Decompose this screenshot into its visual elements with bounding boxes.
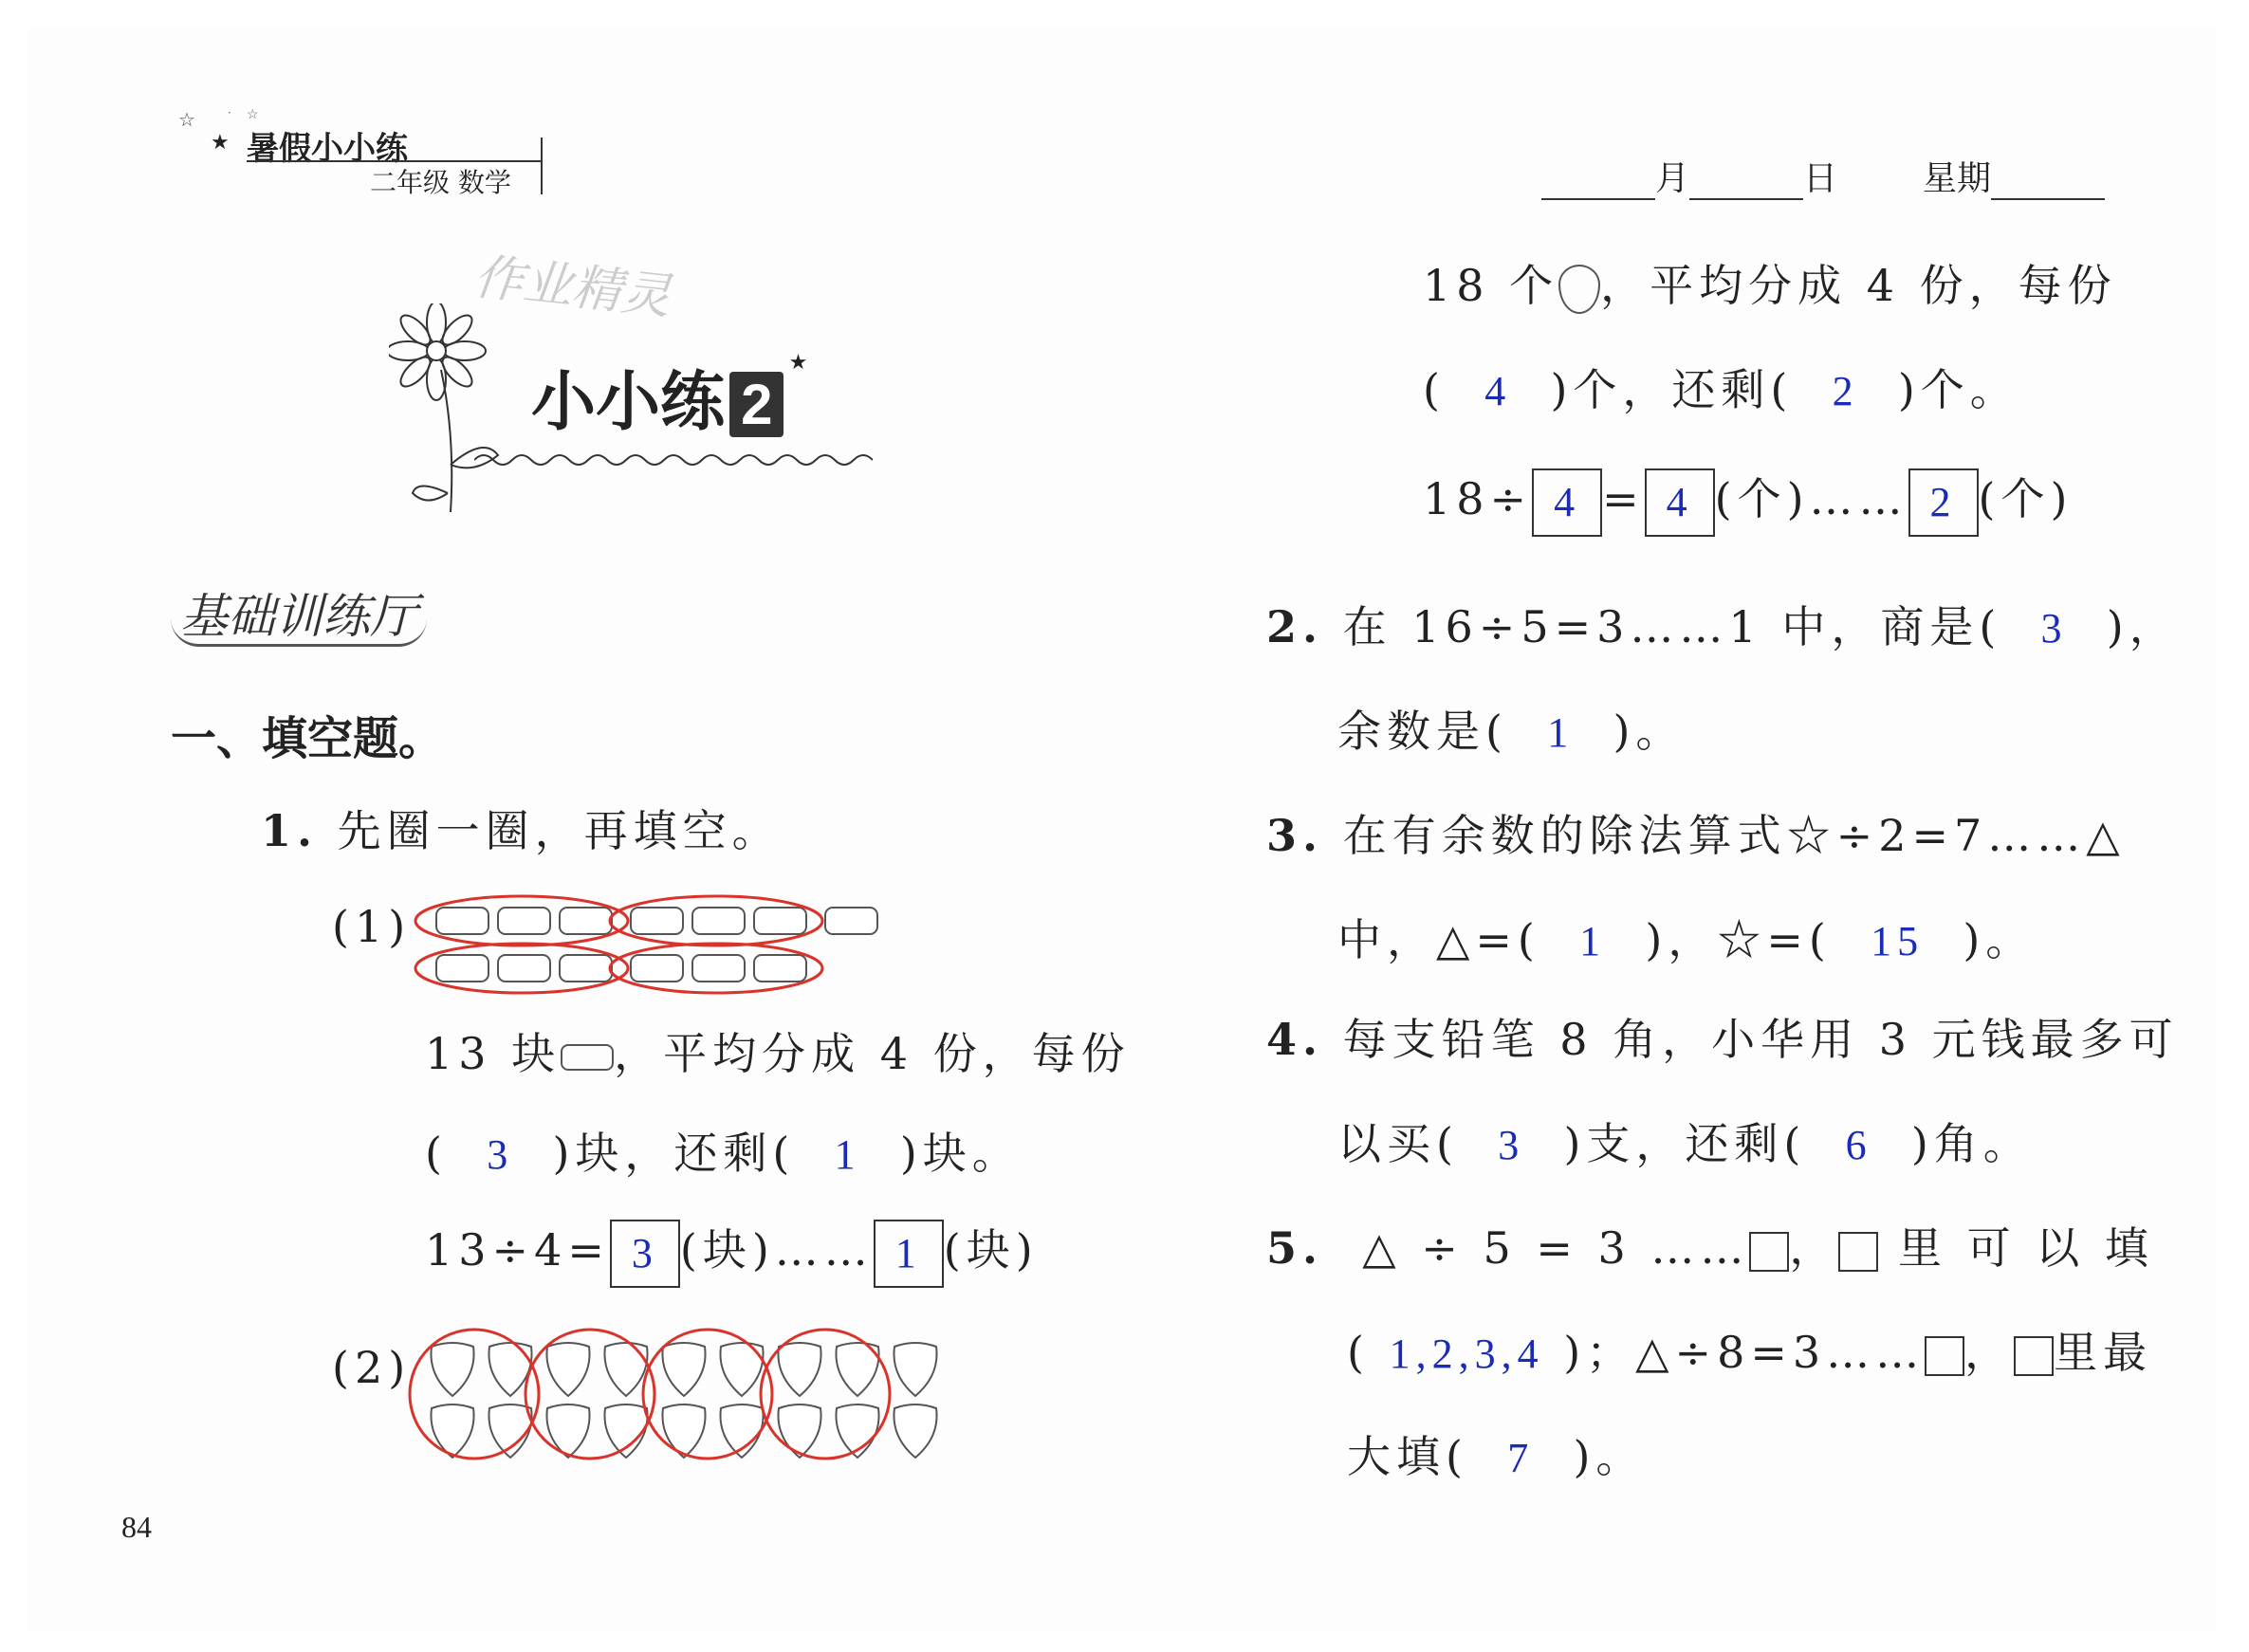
strawberry bbox=[662, 1404, 705, 1458]
q2-line2-end: )。 bbox=[1613, 706, 1686, 757]
q1-p1-end: )块。 bbox=[899, 1128, 1022, 1179]
strawberry bbox=[546, 1404, 589, 1458]
q5-line1 bbox=[1266, 1214, 2154, 1276]
q4-line2 bbox=[1337, 1110, 2033, 1172]
q2-p2-line1 bbox=[1423, 251, 2117, 314]
strawberry bbox=[894, 1343, 936, 1396]
strawberry bbox=[546, 1343, 589, 1396]
q5-line3 bbox=[1347, 1423, 1645, 1485]
q4-line2b: )支，还剩( bbox=[1563, 1118, 1807, 1169]
q1-p2-line2: ( 4 )个，还剩( 2 )个。 bbox=[1423, 364, 2019, 415]
q5-answer2[interactable]: 7 bbox=[1507, 1435, 1535, 1481]
strawberry bbox=[604, 1343, 647, 1396]
q3-answer1[interactable]: 1 bbox=[1579, 918, 1607, 964]
q1-p1-eq-end: (块) bbox=[943, 1224, 1039, 1276]
strawberry bbox=[431, 1343, 473, 1396]
q4-answer1[interactable]: 3 bbox=[1498, 1122, 1525, 1168]
q1-p2-equation bbox=[1423, 465, 2073, 537]
q2-number: 2. bbox=[1266, 601, 1324, 652]
q2-line2 bbox=[1337, 697, 1685, 760]
title-block bbox=[389, 237, 882, 474]
q2-line1-end: )， bbox=[2106, 601, 2179, 652]
q1-p1-answer1[interactable]: 3 bbox=[487, 1131, 514, 1178]
q1-p1-line1 bbox=[425, 1019, 1131, 1082]
q5-square-2 bbox=[1838, 1232, 1878, 1272]
q3-line2a: 中，△=( bbox=[1337, 914, 1540, 965]
q1-header bbox=[261, 797, 782, 859]
q1-p2-end: )个。 bbox=[1897, 364, 2019, 415]
q1-p1-line1-rest: ，平均分成 4 份，每份 bbox=[614, 1028, 1131, 1079]
q1-p1-answer2[interactable]: 1 bbox=[834, 1131, 861, 1178]
q4-line2a: 以买( bbox=[1337, 1118, 1459, 1169]
q1-p2-box3[interactable]: 2 bbox=[1908, 468, 1979, 537]
q1-p2-eq-eq: = bbox=[1602, 473, 1645, 524]
strawberry bbox=[489, 1404, 531, 1458]
q1-p2-box1[interactable]: 4 bbox=[1532, 468, 1602, 537]
q4-line2c: )角。 bbox=[1910, 1118, 2033, 1169]
q5-line1c: 里 可 以 填 bbox=[1898, 1222, 2154, 1274]
q1-p2-eq-end: (个) bbox=[1978, 473, 2074, 524]
day-label: 日 bbox=[1803, 159, 1838, 198]
q1-number: 1. bbox=[261, 805, 319, 856]
q5-line1b: ， bbox=[1789, 1222, 1839, 1274]
q2-answer1[interactable]: 3 bbox=[2040, 605, 2068, 652]
strawberry bbox=[662, 1343, 705, 1396]
q5-answer1[interactable]: 1,2,3,4 bbox=[1389, 1331, 1544, 1377]
q1-p1-label: (1) bbox=[332, 901, 412, 952]
title-text: 小小练 bbox=[531, 365, 726, 440]
strawberry bbox=[894, 1404, 936, 1458]
q5-line2b: ， bbox=[1964, 1327, 2015, 1378]
q1-p2-eq-mid: (个)…… bbox=[1714, 473, 1908, 524]
q1-p1-mid: )块，还剩( bbox=[552, 1128, 796, 1179]
title-number: 2 bbox=[729, 372, 783, 437]
q4-number: 4. bbox=[1266, 1014, 1324, 1065]
weekday-label: 星期 bbox=[1923, 159, 1992, 198]
header-rule bbox=[247, 160, 541, 162]
q5-square-1 bbox=[1749, 1232, 1789, 1272]
watermark-text: 作业精灵 bbox=[470, 248, 674, 326]
month-label: 月 bbox=[1655, 159, 1690, 198]
q5-square-4 bbox=[2014, 1336, 2054, 1376]
q1-p2-eq-left: 18÷ bbox=[1423, 473, 1533, 524]
svg-text:☆: ☆ bbox=[178, 108, 195, 131]
q5-line3b: )。 bbox=[1573, 1431, 1646, 1482]
q3-line2 bbox=[1337, 906, 2035, 968]
q1-p2-answer1[interactable]: 4 bbox=[1484, 368, 1512, 414]
q5-line2c: 里最 bbox=[2054, 1327, 2153, 1378]
q4-answer2[interactable]: 6 bbox=[1845, 1122, 1872, 1168]
q4-line1 bbox=[1266, 1005, 2179, 1068]
q1-p1-eq-left: 13÷4= bbox=[425, 1224, 610, 1276]
q1-p1-eq-mid: (块)…… bbox=[679, 1224, 874, 1276]
q2-line2-text: 余数是( bbox=[1337, 706, 1508, 757]
header-vrule bbox=[541, 138, 543, 194]
date-line bbox=[1541, 152, 2105, 200]
q3-line1 bbox=[1266, 801, 2126, 864]
wavy-line bbox=[474, 450, 873, 469]
q1-p2-box2[interactable]: 4 bbox=[1645, 468, 1715, 537]
strawberries-figure bbox=[408, 1318, 939, 1470]
q5-square-3 bbox=[1925, 1336, 1964, 1376]
q1-p2-answer2[interactable]: 2 bbox=[1832, 368, 1859, 414]
q3-line1-text: 在有余数的除法算式☆÷2=7……△ bbox=[1342, 810, 2126, 861]
q5-line3a: 大填( bbox=[1347, 1431, 1468, 1482]
q1-p2-line1-text: 18 个 bbox=[1423, 260, 1559, 311]
strawberry bbox=[778, 1404, 820, 1458]
q1-p1-box1[interactable]: 3 bbox=[610, 1220, 680, 1288]
q1-p1-line1-text: 13 块 bbox=[425, 1028, 562, 1079]
q3-line2c: )。 bbox=[1963, 914, 2036, 965]
section-badge-text: 基础训练厅 bbox=[171, 589, 427, 647]
day-blank[interactable] bbox=[1689, 166, 1803, 200]
strawberry bbox=[431, 1404, 473, 1458]
title-label bbox=[531, 351, 807, 443]
q4-line1-text: 每支铅笔 8 角，小华用 3 元钱最多可 bbox=[1342, 1014, 2179, 1065]
eraser-icon bbox=[561, 1044, 614, 1071]
q5-line1a: △ ÷ 5 = 3 …… bbox=[1362, 1222, 1750, 1274]
q3-line2b: )，☆=( bbox=[1645, 914, 1832, 965]
section-heading: 一、填空题。 bbox=[171, 712, 445, 765]
q1-p1-box2[interactable]: 1 bbox=[874, 1220, 944, 1288]
svg-text:☆: ☆ bbox=[247, 107, 259, 122]
q5-line2a: )；△÷8=3…… bbox=[1563, 1327, 1926, 1378]
svg-text:★: ★ bbox=[211, 131, 230, 155]
strawberry bbox=[778, 1343, 820, 1396]
q1-p2-label: (2) bbox=[332, 1342, 412, 1393]
grade-subject: 二年级 数学 bbox=[370, 167, 511, 198]
flower-icon bbox=[389, 303, 522, 531]
q5-line2: ( 1,2,3,4 )；△÷8=3…… ， 里最 bbox=[1347, 1327, 2153, 1378]
q3-answer2[interactable]: 15 bbox=[1871, 918, 1925, 964]
q3-number: 3. bbox=[1266, 810, 1324, 861]
month-blank[interactable] bbox=[1541, 166, 1655, 200]
q1-p2-mid: )个，还剩( bbox=[1550, 364, 1794, 415]
star-icon: ★ bbox=[788, 351, 808, 375]
q1-p1-line2: ( 3 )块，还剩( 1 )块。 bbox=[425, 1128, 1022, 1179]
strawberry-icon bbox=[1558, 265, 1600, 314]
q1-p2-line1-rest: ，平均分成 4 份，每份 bbox=[1600, 260, 2117, 311]
q5-number: 5. bbox=[1266, 1222, 1324, 1274]
q1-text: 先圈一圈，再填空。 bbox=[337, 805, 782, 856]
erasers-figure bbox=[408, 887, 901, 1010]
q2-line1-text: 在 16÷5=3……1 中，商是( bbox=[1342, 601, 2002, 652]
svg-text:·: · bbox=[228, 106, 231, 119]
page-number: 84 bbox=[121, 1510, 152, 1544]
q2-line1 bbox=[1266, 593, 2179, 655]
weekday-blank[interactable] bbox=[1991, 166, 2105, 200]
strawberry bbox=[604, 1404, 647, 1458]
brand-title: 暑假小小练 bbox=[247, 130, 408, 168]
q1-p1-equation bbox=[425, 1216, 1039, 1288]
section-badge bbox=[171, 578, 427, 647]
q2-answer2[interactable]: 1 bbox=[1547, 709, 1575, 756]
